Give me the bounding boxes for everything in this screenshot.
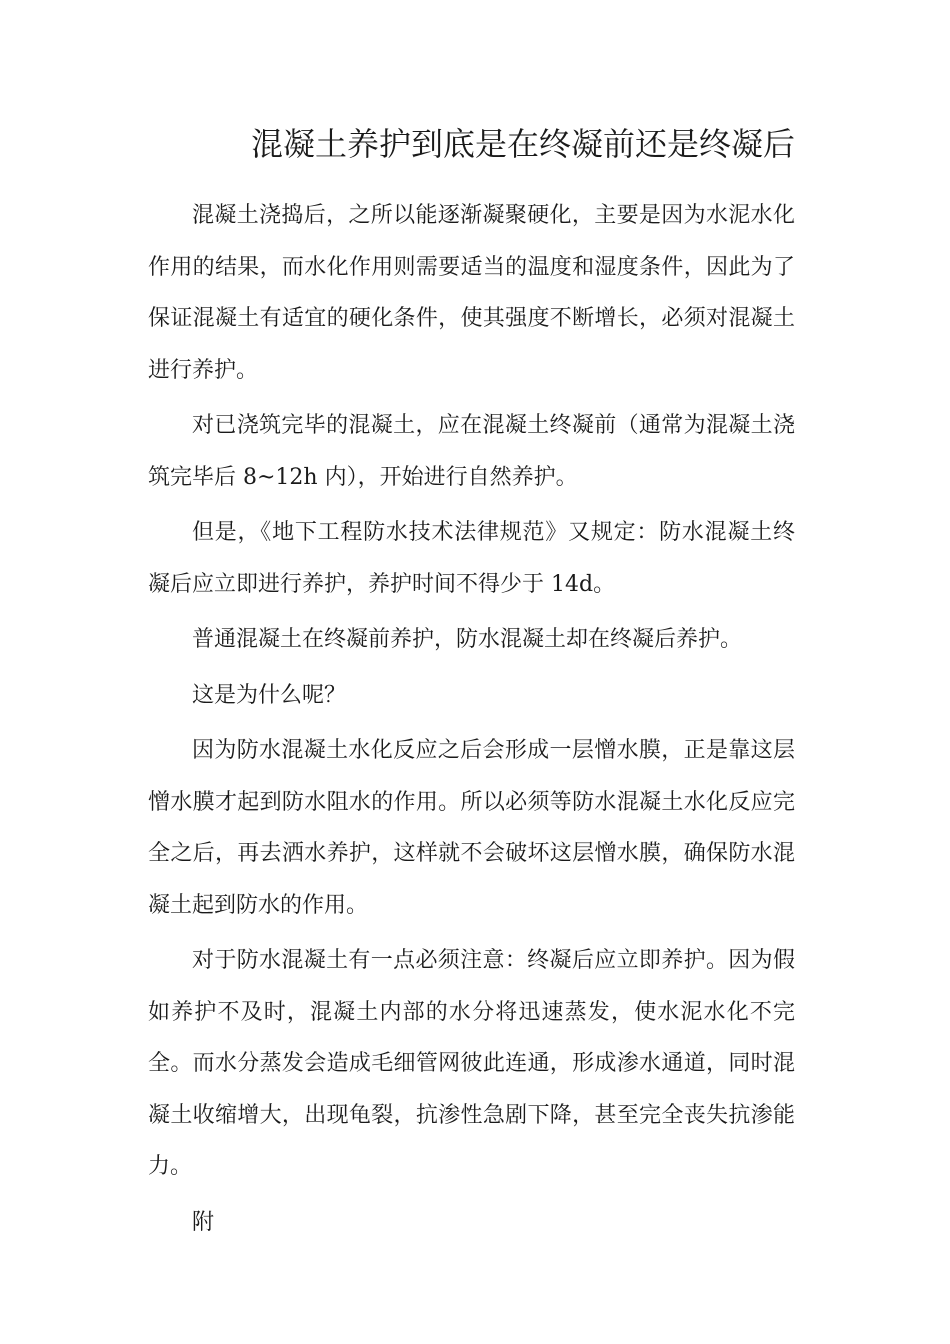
paragraph-7: 对于防水混凝土有一点必须注意：终凝后应立即养护。因为假如养护不及时，混凝土内部的水分将迅速蒸发，使水泥水化不完全。而水分蒸发会造成毛细管网彼此连通，形成渗水通道，同时混凝土收缩增大，出现龟裂，抗渗性急剧下降，甚至完全丧失抗渗能力。 xyxy=(148,948,795,1179)
paragraph-8: 附 xyxy=(192,1209,215,1235)
paragraph-6: 因为防水混凝土水化反应之后会形成一层憎水膜，正是靠这层憎水膜才起到防水阻水的作用。所以必须等防水混凝土水化反应完全之后，再去洒水养护，这样就不会破坏这层憎水膜，确保防水混凝土起到防水的作用。 xyxy=(148,738,795,918)
document-title: 混凝土养护到底是在终凝前还是终凝后 xyxy=(250,125,795,163)
paragraph-2: 对已浇筑完毕的混凝土，应在混凝土终凝前（通常为混凝土浇筑完毕后 8~12h 内），开始进行自然养护。 xyxy=(148,413,795,490)
paragraph-4: 普通混凝土在终凝前养护，防水混凝土却在终凝后养护。 xyxy=(192,627,743,652)
paragraph-3: 但是，《地下工程防水技术法律规范》又规定：防水混凝土终凝后应立即进行养护，养护时间不得少于 14d。 xyxy=(148,520,795,597)
document-body xyxy=(148,190,795,1252)
paragraph-5: 这是为什么呢？ xyxy=(192,682,347,708)
paragraph-1: 混凝土浇捣后，之所以能逐渐凝聚硬化，主要是因为水泥水化作用的结果，而水化作用则需要适当的温度和湿度条件，因此为了保证混凝土有适宜的硬化条件，使其强度不断增长，必须对混凝土进行养护。 xyxy=(148,203,795,383)
